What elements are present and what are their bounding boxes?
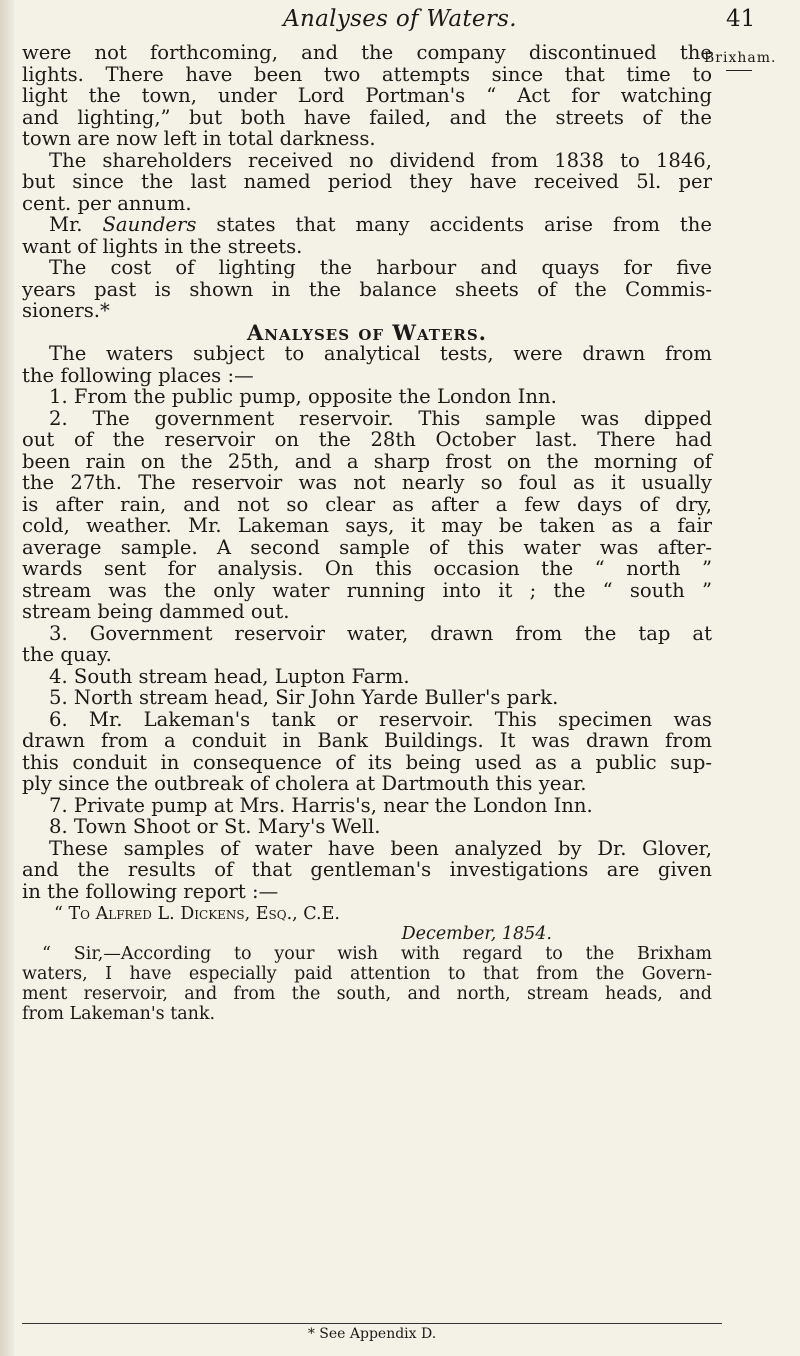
text-line: 2. The government reservoir. This sample was dipped (49, 406, 712, 430)
margin-note-dash (726, 70, 752, 71)
text-line: were not forthcoming, and the company discontinued the (22, 41, 712, 64)
margin-note: Brixham. (704, 50, 777, 66)
text-line: stream being dammed out. (22, 600, 290, 623)
paragraph-cost (22, 257, 712, 322)
text-line: the following places :— (22, 363, 254, 387)
text-line: and the results of that gentleman's investigations are given (22, 858, 712, 881)
text-line: 8. Town Shoot or St. Mary's Well. (49, 815, 381, 838)
text-line: cold, weather. Mr. Lakeman says, it may be taken as a fair (22, 514, 712, 537)
text-line: 6. Mr. Lakeman's tank or reservoir. This specimen was (49, 707, 712, 731)
letter (22, 904, 712, 1024)
text-line: want of lights in the streets. (22, 234, 303, 258)
text-line: average sample. A second sample of this water was after- (22, 535, 712, 559)
list-item-1 (22, 386, 712, 408)
paragraph-lighting (22, 42, 712, 150)
text-line: These samples of water have been analyzed by Dr. Glover, (49, 836, 712, 860)
text-line: out of the reservoir on the 28th October last. There had (22, 428, 712, 451)
letter-date: December, 1854. (401, 924, 552, 944)
text-line: this conduit in consequence of its being used as a public sup- (22, 750, 712, 774)
section-heading: Analyses of Waters. (247, 319, 487, 345)
page-number: 41 (726, 6, 756, 32)
text-line: town are now left in total darkness. (22, 127, 376, 150)
paragraph-intro (22, 343, 712, 386)
page-body (22, 42, 712, 1024)
text-line: stream was the only water running into it ; the “ south ” (22, 578, 712, 602)
list-item-7 (22, 795, 712, 817)
letter-line: from Lakeman's tank. (22, 1004, 216, 1024)
text-line: 5. North stream head, Sir John Yarde Buller's park. (49, 686, 559, 709)
letter-line: waters, I have especially paid attention to that from the Govern- (22, 964, 712, 984)
text-line: 3. Government reservoir water, drawn from the tap at (49, 621, 712, 645)
paragraph-report (22, 838, 712, 903)
letter-address: “ To Alfred L. Dickens, Esq., C.E. (54, 904, 340, 924)
letter-line: ment reservoir, and from the south, and north, stream heads, and (22, 984, 712, 1004)
text-line: years past is shown in the balance sheets of the Commis- (22, 277, 712, 301)
text-line: lights. There have been two attempts since that time to (22, 62, 712, 86)
running-head: Analyses of Waters. (283, 6, 517, 32)
text-line: cent. per annum. (22, 191, 192, 215)
text-fragment: Mr. (49, 213, 83, 236)
text-line: is after rain, and not so clear as after a few days of dry, (22, 492, 712, 516)
list-item-3 (22, 623, 712, 666)
text-line: the quay. (22, 643, 112, 666)
list-item-4 (22, 666, 712, 688)
text-line: wards sent for analysis. On this occasion the “ north ” (22, 557, 712, 580)
text-line: 7. Private pump at Mrs. Harris's, near the London Inn. (49, 793, 593, 817)
page-header (0, 6, 800, 40)
list-item-2 (22, 408, 712, 623)
text-line: and lighting,” but both have failed, and the streets of the (22, 105, 712, 129)
list-item-6 (22, 709, 712, 795)
paragraph-accidents (22, 214, 712, 257)
text-line: The shareholders received no dividend from 1838 to 1846, (49, 148, 712, 172)
text-fragment: states that many accidents arise from the (216, 213, 713, 236)
text-line (22, 214, 712, 236)
text-line: The waters subject to analytical tests, were drawn from (49, 342, 712, 365)
text-line: drawn from a conduit in Bank Buildings. It was drawn from (22, 729, 712, 752)
text-line: light the town, under Lord Portman's “ Act for watching (22, 84, 712, 107)
letter-line: “ Sir,—According to your wish with regard to the Brixham (42, 944, 712, 964)
name-saunders: Saunders (102, 213, 197, 236)
text-line: been rain on the 25th, and a sharp frost on the morning of (22, 449, 712, 473)
page-gutter (0, 0, 14, 1356)
list-item-8 (22, 816, 712, 838)
list-item-5 (22, 687, 712, 709)
text-line: but since the last named period they have received 5l. per (22, 170, 712, 193)
footnote-rule (22, 1323, 722, 1324)
text-line: sioners.* (22, 299, 110, 322)
text-line: in the following report :— (22, 879, 279, 903)
text-line: ply since the outbreak of cholera at Dartmouth this year. (22, 772, 587, 795)
paragraph-dividend (22, 150, 712, 215)
text-line: 4. South stream head, Lupton Farm. (49, 664, 410, 688)
text-line: The cost of lighting the harbour and quays for five (49, 256, 712, 279)
text-line: 1. From the public pump, opposite the London Inn. (49, 385, 557, 408)
text-line: the 27th. The reservoir was not nearly so foul as it usually (22, 471, 712, 494)
footnote: * See Appendix D. (307, 1326, 437, 1342)
